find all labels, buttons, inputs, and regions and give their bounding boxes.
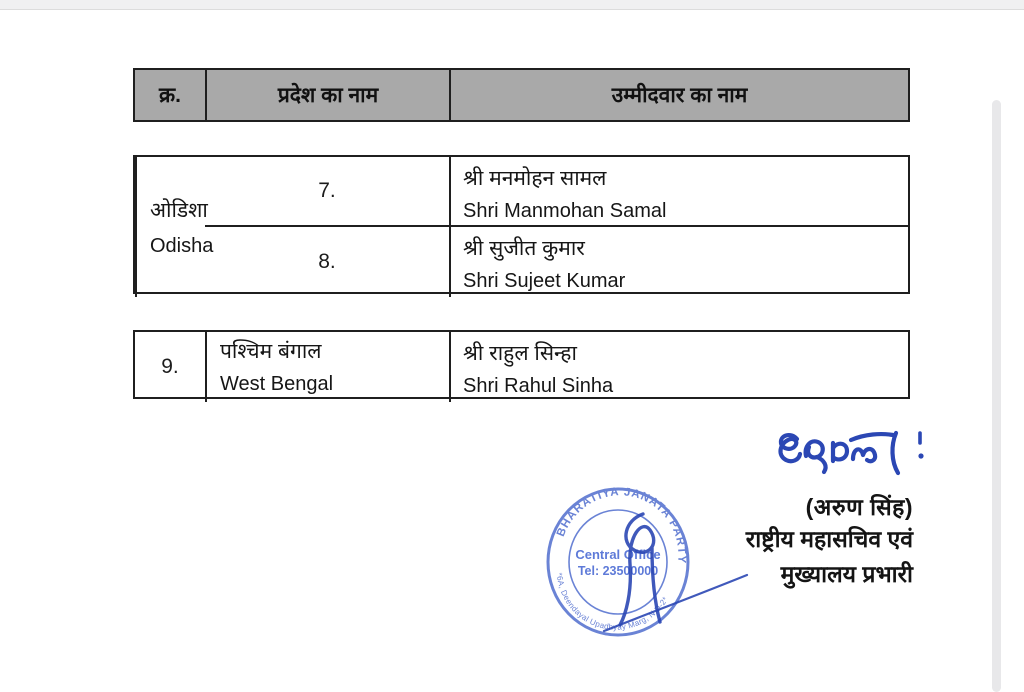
signatory-title-line1: राष्ट्रीय महासचिव एवं	[745, 526, 913, 552]
serial-cell: 7.	[318, 179, 336, 202]
state-name-hindi: पश्चिम बंगाल	[220, 339, 322, 363]
header-serial: क्र.	[159, 84, 181, 107]
table-group-odisha	[133, 155, 910, 294]
header-candidate: उम्मीदवार का नाम	[449, 70, 908, 120]
candidate-name-english: Shri Manmohan Samal	[463, 200, 667, 222]
state-name-english: Odisha	[150, 234, 214, 257]
state-cell	[205, 332, 449, 402]
header-state: प्रदेश का नाम	[205, 70, 449, 120]
table-header-row	[133, 68, 910, 122]
stamp-center-line2: Tel: 23500000	[577, 564, 659, 578]
candidate-name-hindi: श्री राहुल सिन्हा	[463, 342, 577, 365]
state-cell	[135, 157, 214, 297]
stamp-center-line1: Central Office	[575, 547, 661, 562]
state-name-hindi: ओडिशा	[150, 198, 208, 222]
serial-cell: 9.	[161, 355, 179, 378]
candidate-cell	[449, 157, 908, 225]
candidate-name-hindi: श्री सुजीत कुमार	[463, 237, 585, 260]
stamp-arc-top-text: BHARATIYA JANATA PARTY	[554, 486, 688, 565]
stamp-arc-bottom-text: *6A, Deendayal Upadhyay Marg, N.D-2*	[554, 572, 670, 632]
candidate-name-hindi: श्री मनमोहन सामल	[463, 167, 607, 190]
scrollbar-thumb[interactable]	[992, 100, 1001, 692]
candidate-name-english: Shri Sujeet Kumar	[463, 270, 626, 292]
window-top-strip	[0, 0, 1024, 10]
signatory-name: (अरुण सिंह)	[805, 494, 913, 520]
candidate-cell	[449, 225, 908, 297]
state-name-english: West Bengal	[220, 372, 334, 395]
candidate-cell	[449, 332, 908, 402]
signatory-title-line2: मुख्यालय प्रभारी	[780, 561, 913, 587]
table-group-west-bengal	[133, 330, 910, 399]
serial-cell: 8.	[205, 225, 449, 297]
signatory-block	[600, 492, 913, 592]
candidate-name-english: Shri Rahul Sinha	[463, 375, 614, 397]
